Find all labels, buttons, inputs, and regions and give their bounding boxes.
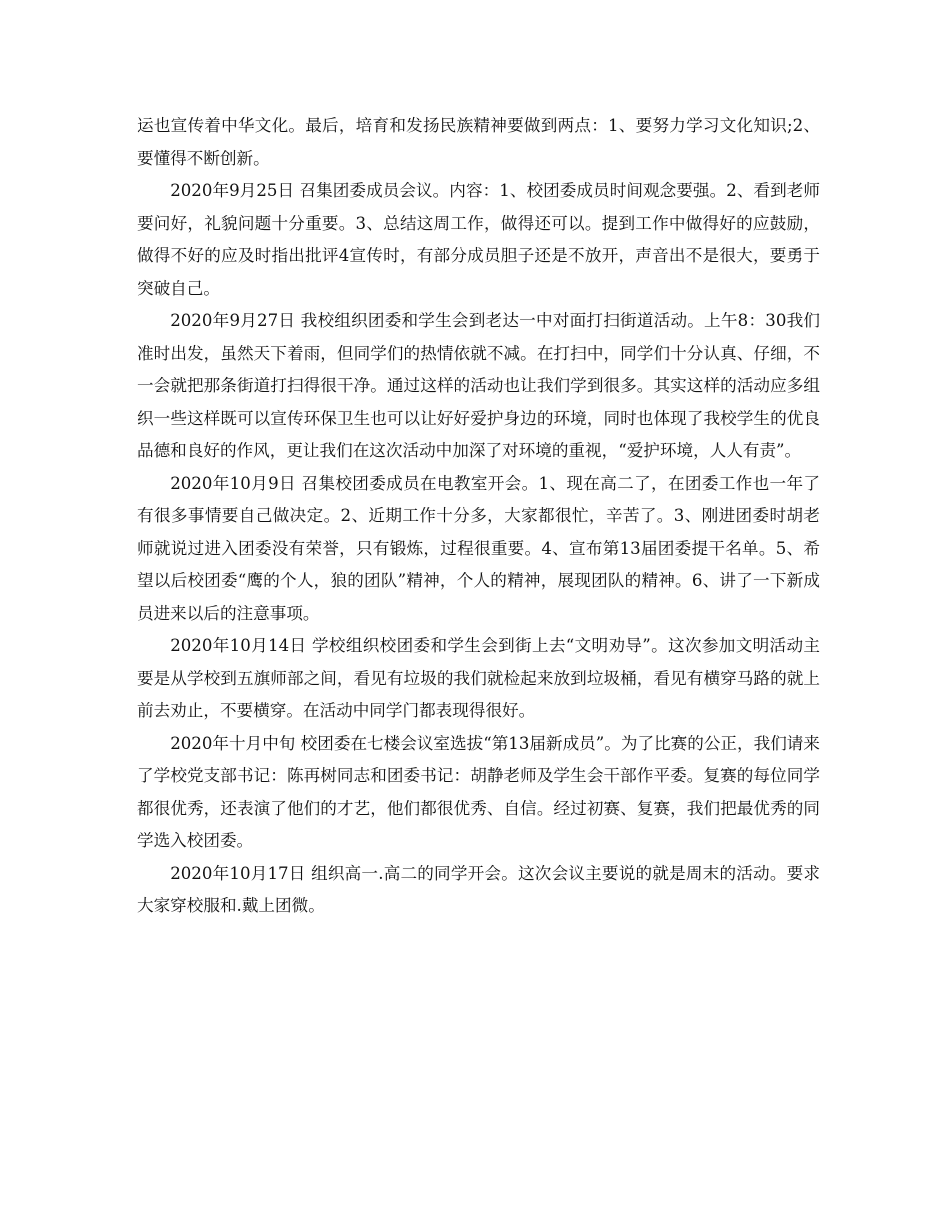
document-body xyxy=(137,110,820,923)
paragraph-entry-oct-14: 2020年10月14日 学校组织校团委和学生会到街上去“文明劝导”。这次参加文明活动主要是从学校到五旗师部之间，看见有垃圾的我们就检起来放到垃圾桶，看见有横穿马路的就上前去劝止，不要横穿。在活动中同学门都表现得很好。 xyxy=(137,636,820,720)
paragraph-entry-sept-27: 2020年9月27日 我校组织团委和学生会到老达一中对面打扫街道活动。上午8：30我们准时出发，虽然天下着雨，但同学们的热情依就不减。在打扫中，同学们十分认真、仔细，不一会就把那条街道打扫得很干净。通过这样的活动也让我们学到很多。其实这样的活动应多组织一些这样既可以宣传环保卫生也可以让好好爱护身边的环境，同时也体现了我校学生的优良品德和良好的作风，更让我们在这次活动中加深了对环境的重视，“爱护环境，人人有责”。 xyxy=(137,311,820,460)
paragraph-entry-oct-9: 2020年10月9日 召集校团委成员在电教室开会。1、现在高二了，在团委工作也一年了有很多事情要自己做决定。2、近期工作十分多，大家都很忙，辛苦了。3、刚进团委时胡老师就说过进入团委没有荣誉，只有锻炼，过程很重要。4、宣布第13届团委提干名单。5、希望以后校团委“鹰的个人，狼的团队”精神，个人的精神，展现团队的精神。6、讲了一下新成员进来以后的注意事项。 xyxy=(137,473,820,623)
paragraph-entry-mid-october: 2020年十月中旬 校团委在七楼会议室选拔“第13届新成员”。为了比赛的公正，我们请来了学校党支部书记：陈再树同志和团委书记：胡静老师及学生会干部作平委。复赛的每位同学都很优秀，还表演了他们的才艺，他们都很优秀、自信。经过初赛、复赛，我们把最优秀的同学选入校团委。 xyxy=(137,733,820,850)
paragraph-entry-sept-25: 2020年9月25日 召集团委成员会议。内容：1、校团委成员时间观念要强。2、看到老师要问好，礼貌问题十分重要。3、总结这周工作，做得还可以。提到工作中做得好的应鼓励，做得不好的应及时指出批评4宣传时，有部分成员胆子还是不放开，声音出不是很大，要勇于突破自己。 xyxy=(137,181,820,298)
paragraph-entry-oct-17: 2020年10月17日 组织高一.高二的同学开会。这次会议主要说的就是周末的活动。要求大家穿校服和.戴上团微。 xyxy=(137,863,820,915)
paragraph-continuation: 运也宣传着中华文化。最后，培育和发扬民族精神要做到两点：1、要努力学习文化知识;2、要懂得不断创新。 xyxy=(137,116,820,168)
